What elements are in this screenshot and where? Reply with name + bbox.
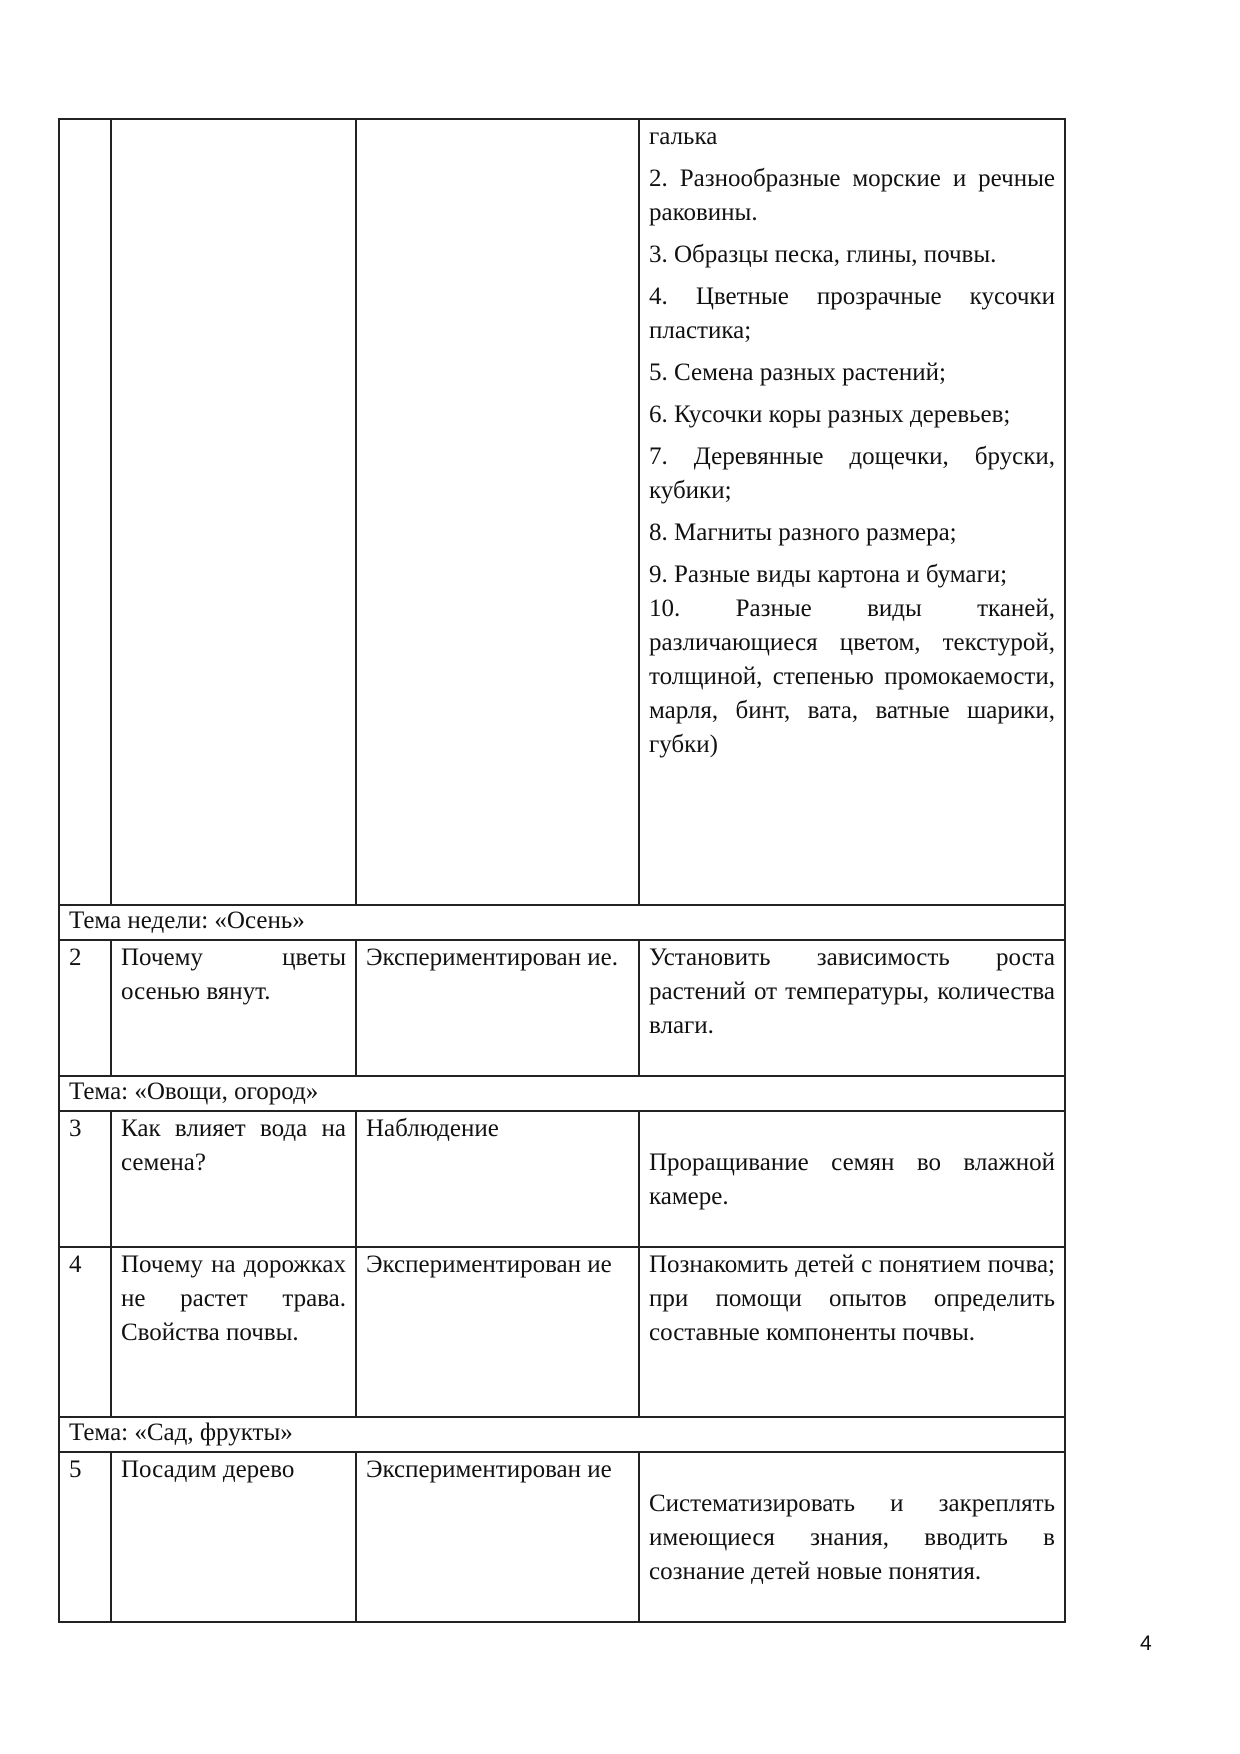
materials-cell — [639, 119, 1065, 905]
row-number: 4 — [59, 1247, 111, 1417]
row-method: Экспериментирован ие — [356, 1452, 639, 1622]
row-goal: Установить зависимость роста растений от температуры, количества влаги. — [639, 940, 1065, 1076]
number-cell — [59, 119, 111, 905]
table-row — [59, 1111, 1065, 1247]
table-row — [59, 1247, 1065, 1417]
materials-item: 8. Магниты разного размера; — [649, 519, 957, 546]
materials-item: 4. Цветные прозрачные кусочки пластика; — [649, 283, 1055, 344]
materials-item: 2. Разнообразные морские и речные раковины. — [649, 165, 1055, 226]
row-number: 2 — [59, 940, 111, 1076]
lesson-plan-table — [58, 118, 1066, 1623]
theme-title: Тема недели: «Осень» — [59, 905, 1065, 940]
theme-row — [59, 905, 1065, 940]
row-method: Экспериментирован ие. — [356, 940, 639, 1076]
theme-row — [59, 1076, 1065, 1111]
materials-item: галька — [649, 123, 718, 150]
materials-item: 7. Деревянные дощечки, бруски, кубики; — [649, 443, 1055, 504]
materials-item: 9. Разные виды картона и бумаги; — [649, 561, 1008, 588]
table-row — [59, 1452, 1065, 1622]
row-goal: Познакомить детей с понятием почва; при помощи опытов определить составные компоненты почвы. — [639, 1247, 1065, 1417]
materials-item: 10. Разные виды тканей, различающиеся цветом, текстурой, толщиной, степенью промокаемости, марля, бинт, вата, ватные шарики, губки) — [649, 595, 1055, 758]
materials-item: 3. Образцы песка, глины, почвы. — [649, 241, 997, 268]
topic-cell — [111, 119, 356, 905]
page-number: 4 — [1140, 1632, 1152, 1655]
table-row — [59, 940, 1065, 1076]
row-goal: Проращивание семян во влажной камере. — [639, 1111, 1065, 1247]
materials-item: 5. Семена разных растений; — [649, 359, 946, 386]
row-method: Наблюдение — [356, 1111, 639, 1247]
row-method: Экспериментирован ие — [356, 1247, 639, 1417]
theme-row — [59, 1417, 1065, 1452]
materials-item: 6. Кусочки коры разных деревьев; — [649, 401, 1011, 428]
row-topic: Как влияет вода на семена? — [111, 1111, 356, 1247]
row-topic: Почему на дорожках не растет трава. Свойства почвы. — [111, 1247, 356, 1417]
theme-title: Тема: «Овощи, огород» — [59, 1076, 1065, 1111]
theme-title: Тема: «Сад, фрукты» — [59, 1417, 1065, 1452]
row-topic: Посадим дерево — [111, 1452, 356, 1622]
method-cell — [356, 119, 639, 905]
row-goal: Систематизировать и закреплять имеющиеся знания, вводить в сознание детей новые понятия. — [639, 1452, 1065, 1622]
row-number: 5 — [59, 1452, 111, 1622]
row-number: 3 — [59, 1111, 111, 1247]
row-topic: Почему цветы осенью вянут. — [111, 940, 356, 1076]
table-row-continuation — [59, 119, 1065, 905]
